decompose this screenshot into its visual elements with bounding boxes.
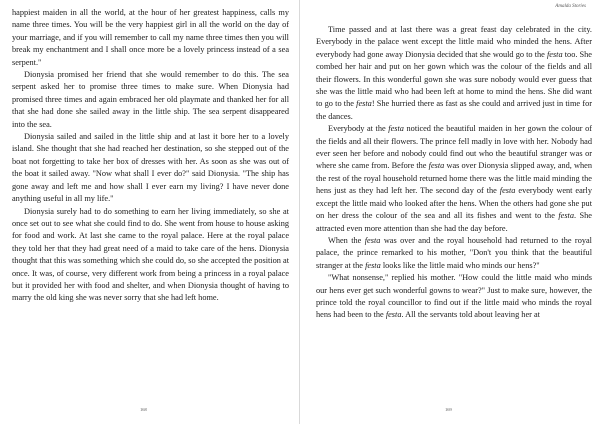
right-page: [300, 0, 600, 424]
right-page-text: [316, 24, 592, 322]
page-number: 169: [445, 407, 452, 412]
paragraph: "What nonsense," replied his mother. "How could the little maid who minds our hens ever get such wonderful gowns to wear?" Just to make sure, however, the prince told the royal councillor to find out if the little maid who minds the royal hens had been to the festa. All the servants told about leaving her at: [316, 273, 592, 320]
paragraph: happiest maiden in all the world, at the hour of her greatest happiness, calls my name three times. You will be the very happiest girl in all the world on the day of your marriage, and if you will remember to call my name three times then you will break my enchantment and I shall once more be a lovely princess instead of a sea serpent.": [12, 8, 289, 67]
paragraph: Dionysia promised her friend that she would remember to do this. The sea serpent asked her to promise three times to make sure. When Dionysia had promised three times and again embraced her old playmate and thanked her for all that she had done she sailed away in the little ship. The sea serpent disappeared into the sea.: [12, 70, 289, 129]
paragraph: Dionysia sailed and sailed in the little ship and at last it bore her to a lovely island. She thought that she had reached her destination, so she stepped out of the boat not forgetting to take her box of dresses with her. As soon as she was out of the boat it sailed away. "Now what shall I ever do?" said Dionysia. "The ship has gone away and left me and how shall I ever earn my living? I have never done anything useful in all my life.": [12, 132, 289, 204]
paragraph: Everybody at the festa noticed the beautiful maiden in her gown the colour of the fields and all their flowers. The prince fell madly in love with her. Nobody had ever seen her before and nobody could find out who the beautiful stranger was or where she came from. Before the festa was over Dionysia slipped away, and, when the rest of the royal household returned home there was the little maid minding the hens just as they had left her. The second day of the festa everybody went early except the little maid who looked after the hens. When the others had gone she put on her dress the colour of the sea and all its fishes and went to the festa. She attracted even more attention than she had the day before.: [316, 124, 593, 233]
paragraph: When the festa was over and the royal household had returned to the royal palace, the prince remarked to his mother, "Don't you think that the beautiful stranger at the festa looks like the little maid who minds our hens?": [316, 235, 592, 270]
paragraph: Time passed and at last there was a great feast day celebrated in the city. Everybody in the palace went except the little maid who minded the hens. After everybody had gone away Dionysia decided that she would go to the festa too. She combed her hair and put on her gown which was the colour of the fields and all their flowers. In this wonderful gown she was sure nobody would ever guess that she was the little maid who had been left at home to mind the hens. She did want to go to the festa! She hurried there as fast as she could and arrived just in time for the dances.: [316, 25, 592, 121]
left-page-text: [12, 7, 289, 305]
paragraph: Dionysia surely had to do something to earn her living immediately, so she at once set out to see what she could find to do. She went from house to house asking for food and work. At last she came to the royal palace. Here at the royal palace they told her that they had great need of a maid to take care of the hens. Dionysia thought that this was something which she could do, so she accepted the position at once. It was, of course, very different work from being a princess in a royal palace but it provided her with food and shelter, and when Dionysia thought of having to marry the old king she was never sorry that she had left home.: [12, 206, 289, 303]
running-head: Amalda Stories: [555, 4, 586, 9]
page-number: 168: [140, 407, 147, 412]
